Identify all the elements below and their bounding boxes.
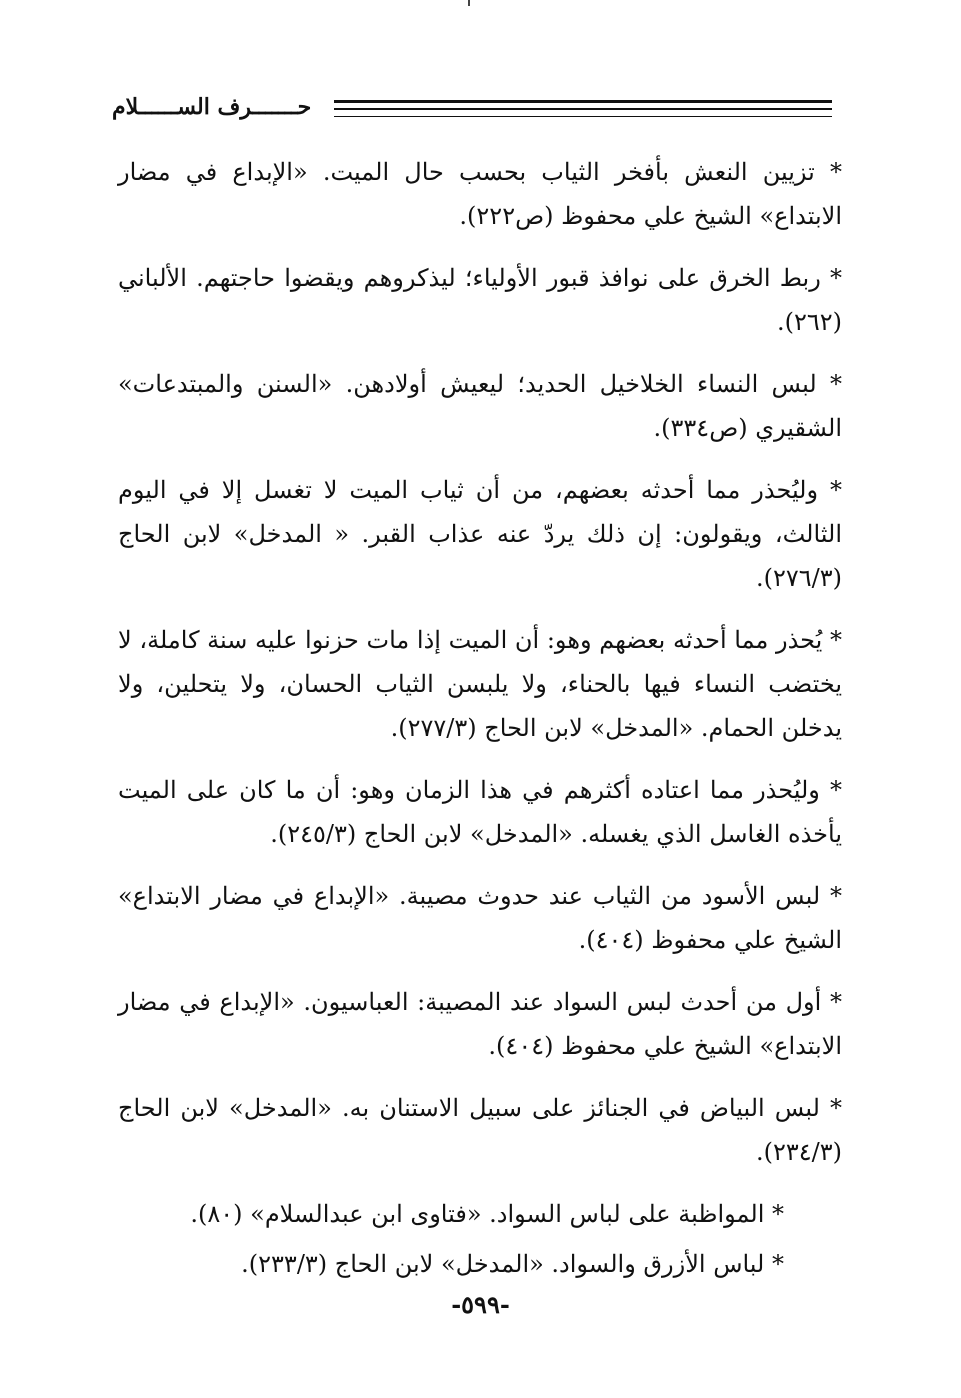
header-rule <box>334 116 832 117</box>
entry: * لبس البياض في الجنائز على سبيل الاستنان به. «المدخل» لابن الحاج (٢٣٤/٣). <box>118 1094 842 1166</box>
entry: * ربط الخرق على نوافذ قبور الأولياء؛ ليذكروهم ويقضوا حاجتهم. الألباني (٢٦٢). <box>118 264 842 336</box>
entry: * يُحذر مما أحدثه بعضهم وهو: أن الميت إذا مات حزنوا عليه سنة كاملة، لا يختضب النساء فيها بالحناء، ولا يلبسن الثياب الحسان، ولا يتحلين، ولا يدخلن الحمام. «المدخل» لابن الحاج (٢٧٧/٣). <box>118 626 843 742</box>
page-number: -٥٩٩- <box>451 1290 510 1319</box>
entry: * أول من أحدث لبس السواد عند المصيبة: العباسيون. «الإبداع في مضار الابتداع» الشيخ علي محفوظ (٤٠٤). <box>118 988 842 1060</box>
header-rule <box>334 100 832 103</box>
running-header <box>112 88 832 138</box>
chapter-title: حـــــــرف الســــــلام <box>112 94 312 120</box>
entry: * وليُحذر مما اعتاده أكثرهم في هذا الزمان وهو: أن ما كان على الميت يأخذه الغاسل الذي يغسله. «المدخل» لابن الحاج (٢٤٥/٣). <box>118 776 842 848</box>
scan-mark <box>468 0 470 6</box>
body-text <box>118 150 842 1292</box>
entry: * وليُحذر مما أحدثه بعضهم، من أن ثياب الميت لا تغسل إلا في اليوم الثالث، ويقولون: إن ذلك يردّ عنه عذاب القبر. « المدخل» لابن الحاج (٢٧٦/٣). <box>118 476 842 592</box>
entry: * تزيين النعش بأفخر الثياب بحسب حال الميت. «الإبداع في مضار الابتداع» الشيخ علي محفوظ (ص٢٢٢). <box>118 158 842 230</box>
entry: * المواظبة على لباس السواد. «فتاوى ابن عبدالسلام» (٨٠). <box>190 1200 784 1228</box>
header-rule <box>334 108 832 110</box>
entry: * لباس الأزرق والسواد. «المدخل» لابن الحاج (٢٣٣/٣). <box>241 1250 784 1278</box>
entry: * لبس النساء الخلاخيل الحديد؛ ليعيش أولادهن. «السنن والمبتدعات» الشقيري (ص٣٣٤). <box>118 370 842 442</box>
entry: * لبس الأسود من الثياب عند حدوث مصيبة. «الإبداع في مضار الابتداع» الشيخ علي محفوظ (٤٠٤). <box>118 882 842 954</box>
